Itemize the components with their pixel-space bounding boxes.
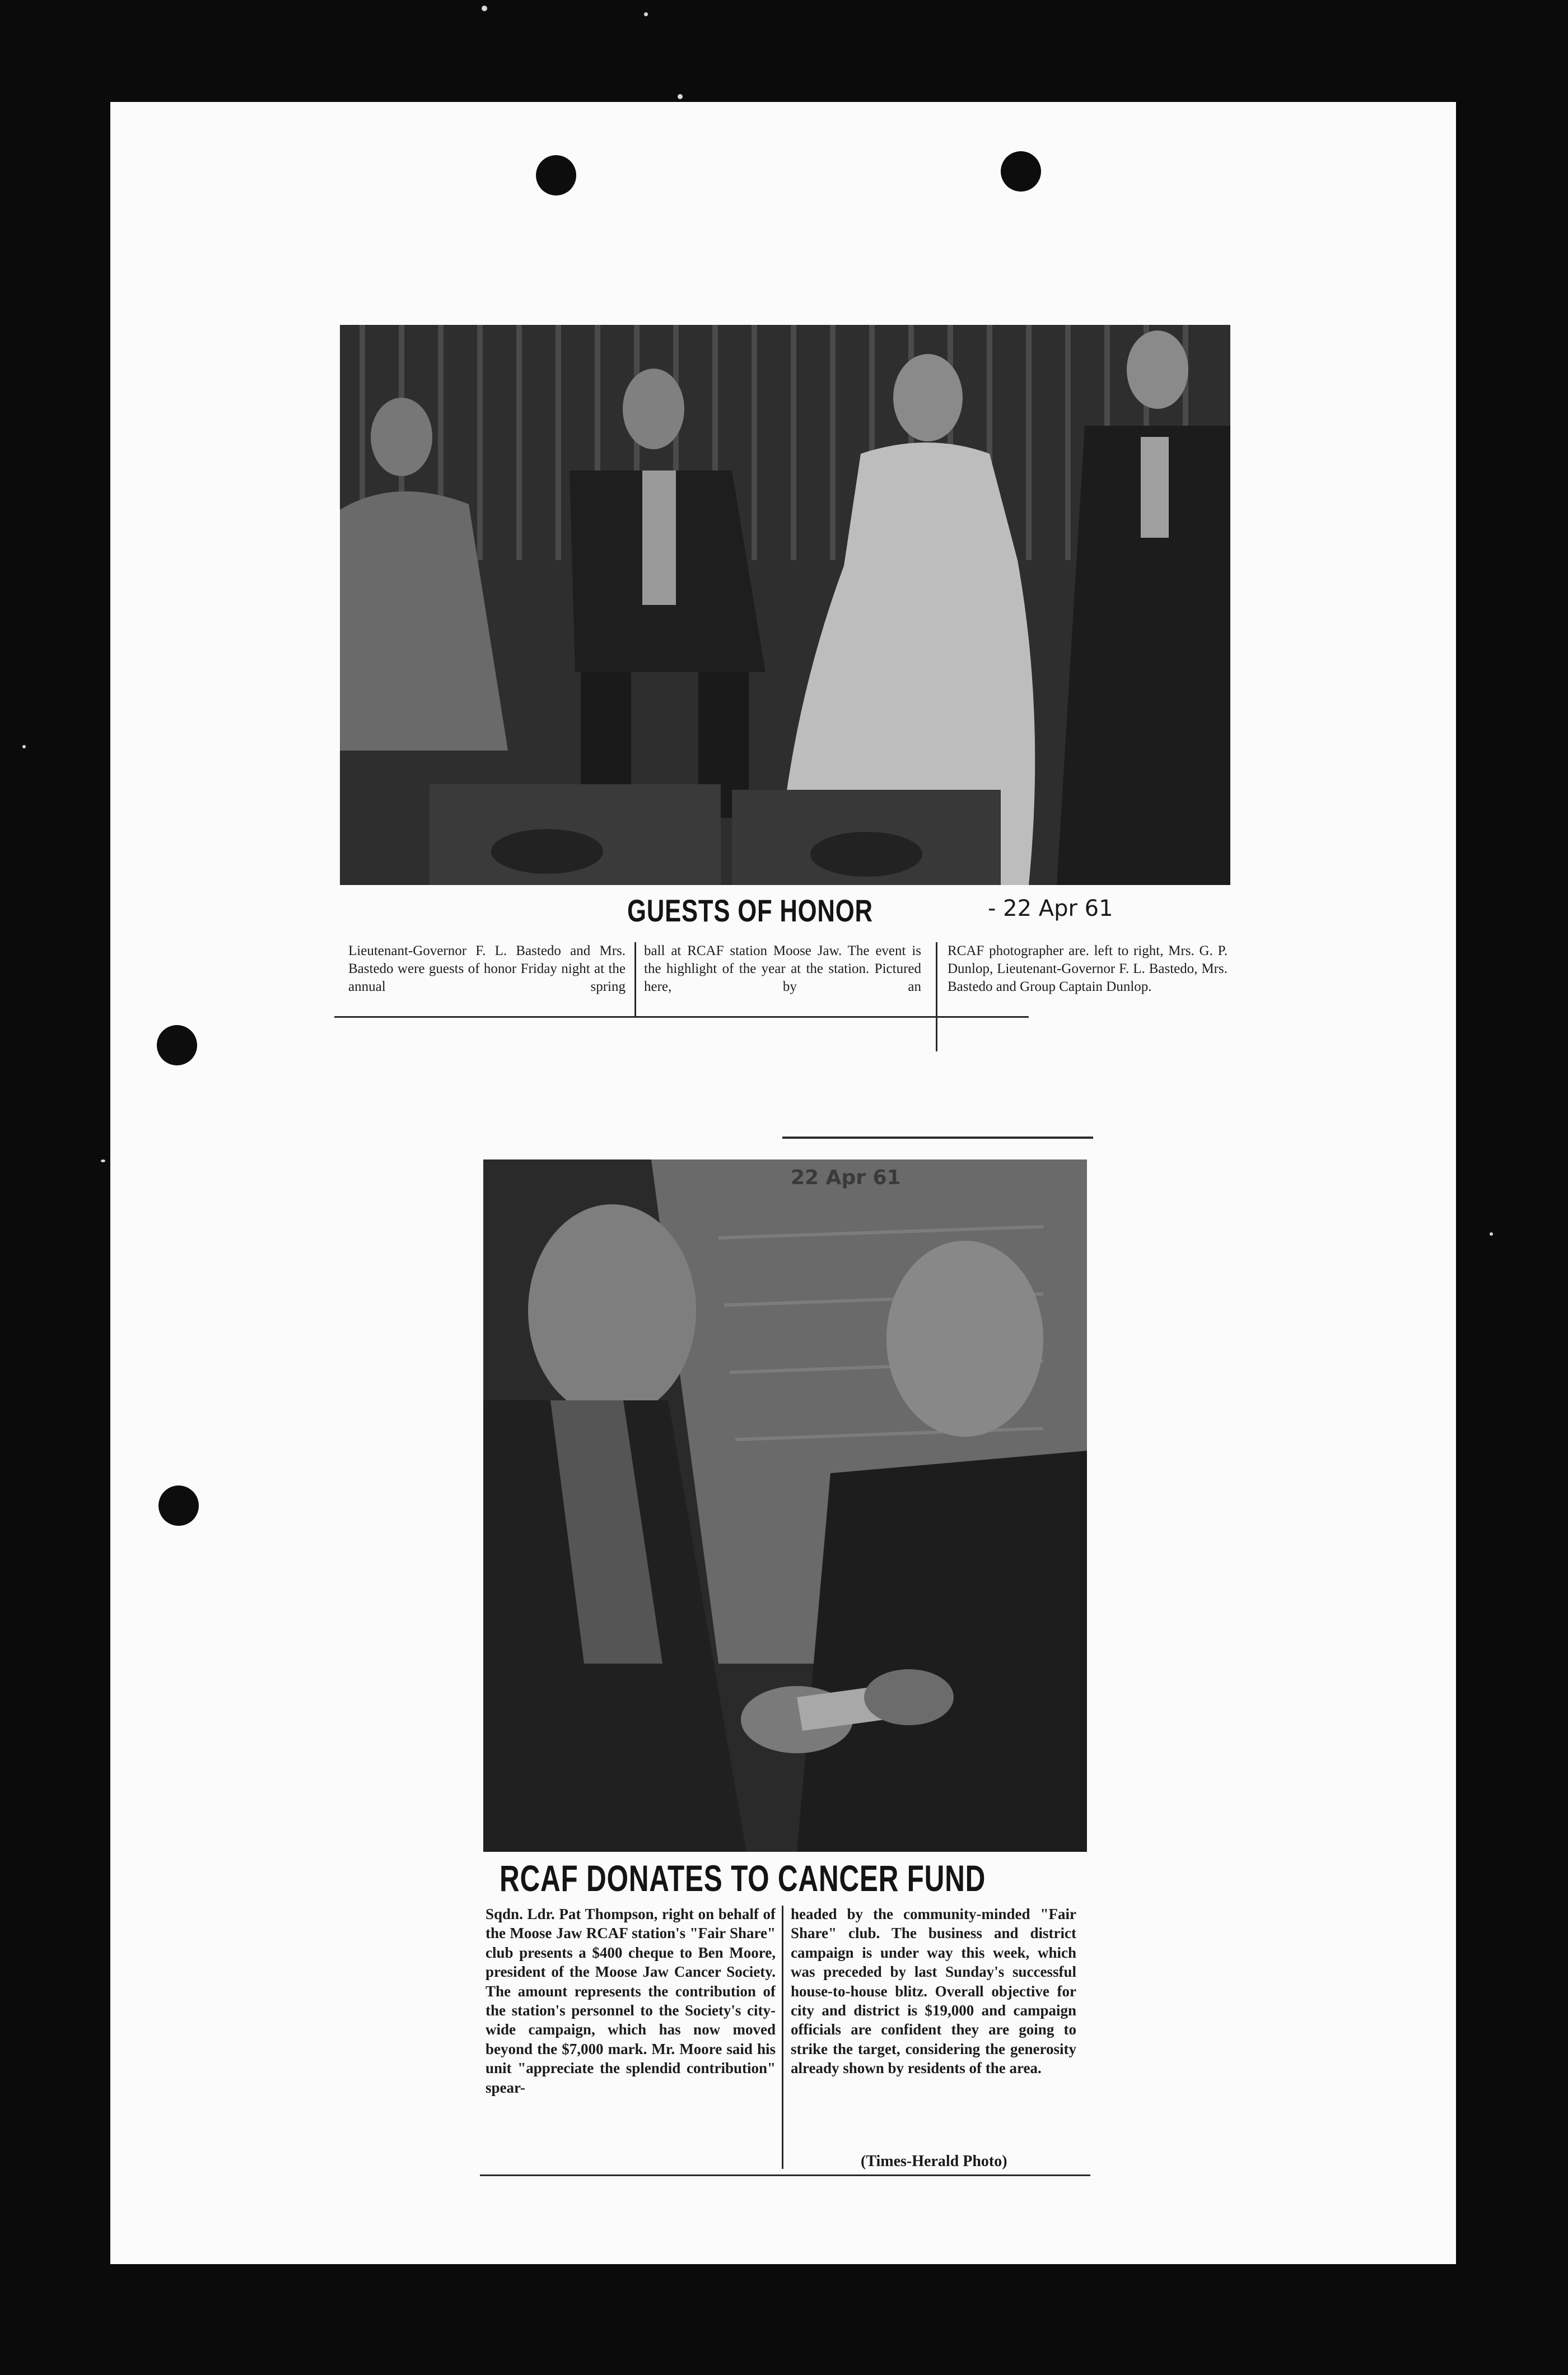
punch-hole [157, 1025, 197, 1065]
dust-speck [101, 1159, 105, 1162]
dust-speck [1490, 1232, 1493, 1236]
dust-speck [22, 745, 26, 748]
guests-of-honor-photo [340, 325, 1230, 885]
scrapbook-page [110, 102, 1456, 2264]
caption-bottom-rule [334, 1016, 1029, 1018]
caption-column-3: RCAF photographer are. left to right, Mrs. G. P. Dunlop, Lieutenant-Governor F. L. Bastedo, Mrs. Bastedo and Group Captain Dunlop. [948, 943, 1228, 994]
handwritten-date-note: - 22 Apr 61 [988, 896, 1113, 921]
story-column-2: headed by the community-minded "Fair Share" club. The business and district campaign is under way this week, which was preceded by last Sunday's successful house-to-house blitz. Overall objective for city and district is $19,000 and campaign officials are confident they are going to strike the target, considering the generosity already shown by residents of the area. [791, 1906, 1076, 2077]
punch-hole [536, 155, 576, 195]
dust-speck [678, 94, 683, 99]
cancer-fund-photo [483, 1159, 1087, 1852]
story-column-1: Sqdn. Ldr. Pat Thompson, right on behalf of the Moose Jaw RCAF station's "Fair Share" club presents a $400 cheque to Ben Moore, president of the Moose Jaw Cancer Society. The amount represents the contribution of the station's personnel to the Society's city-wide campaign, which has now moved beyond the $7,000 mark. Mr. Moore said his unit "appreciate the splendid contribution" spear- [486, 1906, 776, 2096]
column-rule [782, 1906, 783, 2169]
photo-date-stamp: 22 Apr 61 [791, 1166, 901, 1189]
photo-credit: (Times-Herald Photo) [861, 2153, 1007, 2170]
cheque-presentation-image [483, 1159, 1087, 1852]
punch-hole [1001, 151, 1041, 192]
ballroom-scene-image [340, 325, 1230, 885]
punch-hole [158, 1485, 199, 1526]
clipping-edge-rule [782, 1137, 1093, 1139]
column-rule [634, 942, 636, 1016]
column-rule [936, 942, 937, 1051]
caption-column-1: Lieutenant-Governor F. L. Bastedo and Mrs. Bastedo were guests of honor Friday night at the annual spring [348, 943, 626, 994]
guests-of-honor-headline: GUESTS OF HONOR [627, 893, 873, 928]
dust-speck [482, 6, 487, 11]
clipping-bottom-rule [480, 2174, 1090, 2176]
caption-column-2: ball at RCAF station Moose Jaw. The event is the highlight of the year at the station. Pictured here, by an [644, 943, 921, 994]
cancer-fund-headline: RCAF DONATES TO CANCER FUND [500, 1857, 986, 1899]
dust-speck [644, 12, 648, 16]
